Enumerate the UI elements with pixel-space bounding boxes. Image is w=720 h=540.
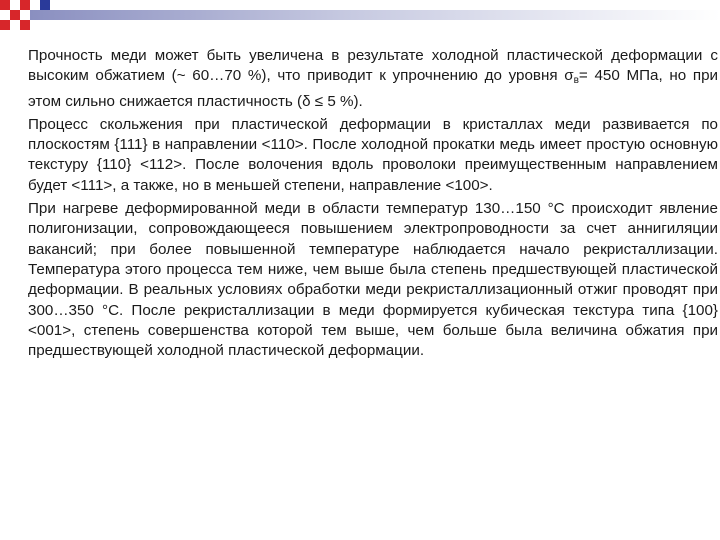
paragraph-strength [28, 46, 718, 112]
decorative-header-bar [30, 10, 720, 20]
paragraph-slip-texture: Процесс скольжения при пластической деформации в кристаллах меди развивается по плоскостям {111} в направлении <110>. После холодной прокатки медь имеет простую основную текстуру {110} <112>. После волочения вдоль проволоки преимущественным направлением будет <111>, а также, но в меньшей степени, направление <100>. [28, 115, 718, 194]
paragraph-strength-text: Прочность меди может быть увеличена в результате холодной пластической деформации с высоким обжатием (~ 60…70 %), что приводит к упрочнению до уровня σ [28, 47, 718, 85]
paragraph-strength-text-end: = 450 МПа, но при этом сильно снижается пластичность (δ ≤ 5 %). [28, 67, 718, 110]
slide-body [28, 46, 718, 364]
sigma-subscript: в [573, 75, 579, 87]
paragraph-recrystallization: При нагреве деформированной меди в области температур 130…150 °C происходит явление полигонизации, сопровождающееся повышением электропроводности за счет аннигиляции вакансий; при более повышенной температуре наблюдается начало рекристаллизации. Температура этого процесса тем ниже, чем выше была степень предшествующей пластической деформации. В реальных условиях обработки меди рекристаллизационный отжиг проводят при 300…350 °C. После рекристаллизации в меди формируется кубическая текстура типа {100} <001>, степень совершенства которой тем выше, чем больше была величина обжатия при предшествующей холодной пластической деформации. [28, 200, 718, 360]
